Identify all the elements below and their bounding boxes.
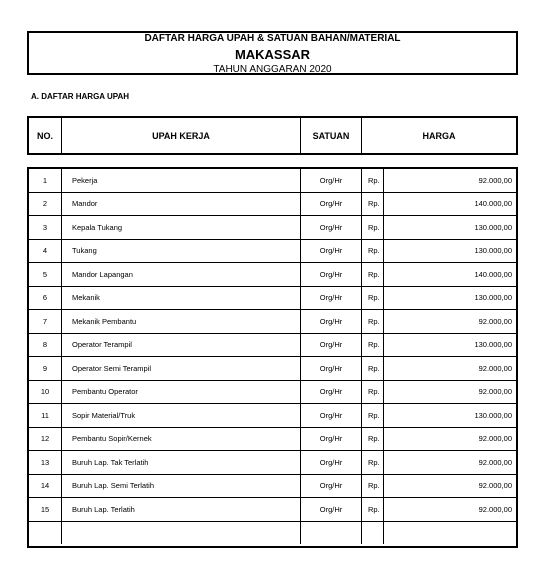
row-unit: Org/Hr	[301, 451, 362, 474]
row-number: 1	[29, 169, 62, 192]
table-row	[29, 240, 516, 264]
row-price: 130.000,00	[474, 246, 512, 256]
row-unit: Org/Hr	[301, 334, 362, 357]
row-number: 9	[29, 357, 62, 380]
fiscal-year: TAHUN ANGGARAN 2020	[213, 64, 332, 75]
header-no: NO.	[29, 118, 62, 153]
section-title: A. DAFTAR HARGA UPAH	[31, 92, 130, 101]
table-row-empty	[29, 522, 516, 544]
row-job-name: Kepala Tukang	[62, 216, 301, 239]
table-row	[29, 169, 516, 193]
wage-table	[27, 167, 518, 548]
row-price: 92.000,00	[478, 316, 512, 326]
row-job-name: Operator Terampil	[62, 334, 301, 357]
table-row	[29, 475, 516, 499]
row-number: 14	[29, 475, 62, 498]
row-currency: Rp.	[362, 263, 384, 286]
row-number: 6	[29, 287, 62, 310]
row-currency: Rp.	[362, 216, 384, 239]
row-currency: Rp.	[362, 169, 384, 192]
row-unit: Org/Hr	[301, 287, 362, 310]
table-row	[29, 310, 516, 334]
row-price: 130.000,00	[474, 293, 512, 303]
row-number: 2	[29, 193, 62, 216]
row-currency: Rp.	[362, 193, 384, 216]
row-number: 7	[29, 310, 62, 333]
table-row	[29, 404, 516, 428]
row-price: 92.000,00	[478, 387, 512, 397]
table-row	[29, 287, 516, 311]
row-unit: Org/Hr	[301, 193, 362, 216]
row-job-name: Pembantu Sopir/Kernek	[62, 428, 301, 451]
table-header	[27, 116, 518, 155]
row-number: 4	[29, 240, 62, 263]
table-row	[29, 193, 516, 217]
table-row	[29, 428, 516, 452]
table-row	[29, 498, 516, 522]
row-unit: Org/Hr	[301, 263, 362, 286]
empty-cell	[301, 522, 362, 544]
row-job-name: Pembantu Operator	[62, 381, 301, 404]
row-job-name: Tukang	[62, 240, 301, 263]
row-unit: Org/Hr	[301, 498, 362, 521]
row-currency: Rp.	[362, 475, 384, 498]
row-price: 130.000,00	[474, 340, 512, 350]
row-currency: Rp.	[362, 240, 384, 263]
row-number: 10	[29, 381, 62, 404]
row-unit: Org/Hr	[301, 357, 362, 380]
row-unit: Org/Hr	[301, 428, 362, 451]
row-unit: Org/Hr	[301, 475, 362, 498]
row-number: 11	[29, 404, 62, 427]
table-row	[29, 381, 516, 405]
row-number: 15	[29, 498, 62, 521]
row-currency: Rp.	[362, 357, 384, 380]
row-price: 92.000,00	[478, 504, 512, 514]
row-price: 92.000,00	[478, 457, 512, 467]
row-job-name: Sopir Material/Truk	[62, 404, 301, 427]
row-job-name: Buruh Lap. Semi Terlatih	[62, 475, 301, 498]
table-row	[29, 216, 516, 240]
row-job-name: Mekanik Pembantu	[62, 310, 301, 333]
row-job-name: Pekerja	[62, 169, 301, 192]
row-job-name: Buruh Lap. Terlatih	[62, 498, 301, 521]
row-unit: Org/Hr	[301, 240, 362, 263]
row-number: 8	[29, 334, 62, 357]
row-unit: Org/Hr	[301, 404, 362, 427]
row-job-name: Mandor Lapangan	[62, 263, 301, 286]
empty-cell	[384, 522, 516, 544]
row-currency: Rp.	[362, 334, 384, 357]
row-job-name: Operator Semi Terampil	[62, 357, 301, 380]
row-price: 92.000,00	[478, 481, 512, 491]
row-job-name: Mandor	[62, 193, 301, 216]
empty-cell	[362, 522, 384, 544]
row-currency: Rp.	[362, 381, 384, 404]
row-number: 12	[29, 428, 62, 451]
table-row	[29, 263, 516, 287]
row-number: 13	[29, 451, 62, 474]
row-price: 92.000,00	[478, 363, 512, 373]
row-currency: Rp.	[362, 310, 384, 333]
header-upah-kerja: UPAH KERJA	[62, 118, 301, 153]
row-currency: Rp.	[362, 498, 384, 521]
table-row	[29, 451, 516, 475]
table-row	[29, 334, 516, 358]
row-number: 5	[29, 263, 62, 286]
row-job-name: Buruh Lap. Tak Terlatih	[62, 451, 301, 474]
row-price: 92.000,00	[478, 434, 512, 444]
row-price: 140.000,00	[474, 199, 512, 209]
empty-cell	[62, 522, 301, 544]
document-title: DAFTAR HARGA UPAH & SATUAN BAHAN/MATERIAL	[144, 33, 401, 44]
city-title: MAKASSAR	[234, 47, 311, 62]
title-block	[27, 31, 518, 75]
table-row	[29, 357, 516, 381]
row-job-name: Mekanik	[62, 287, 301, 310]
row-number: 3	[29, 216, 62, 239]
row-price: 130.000,00	[474, 410, 512, 420]
header-satuan: SATUAN	[301, 118, 362, 153]
row-unit: Org/Hr	[301, 216, 362, 239]
row-price: 140.000,00	[474, 269, 512, 279]
row-currency: Rp.	[362, 287, 384, 310]
row-unit: Org/Hr	[301, 169, 362, 192]
row-currency: Rp.	[362, 404, 384, 427]
header-harga: HARGA	[422, 130, 456, 141]
empty-cell	[29, 522, 62, 544]
row-currency: Rp.	[362, 428, 384, 451]
row-price: 92.000,00	[478, 175, 512, 185]
row-currency: Rp.	[362, 451, 384, 474]
row-price: 130.000,00	[474, 222, 512, 232]
row-unit: Org/Hr	[301, 381, 362, 404]
row-unit: Org/Hr	[301, 310, 362, 333]
